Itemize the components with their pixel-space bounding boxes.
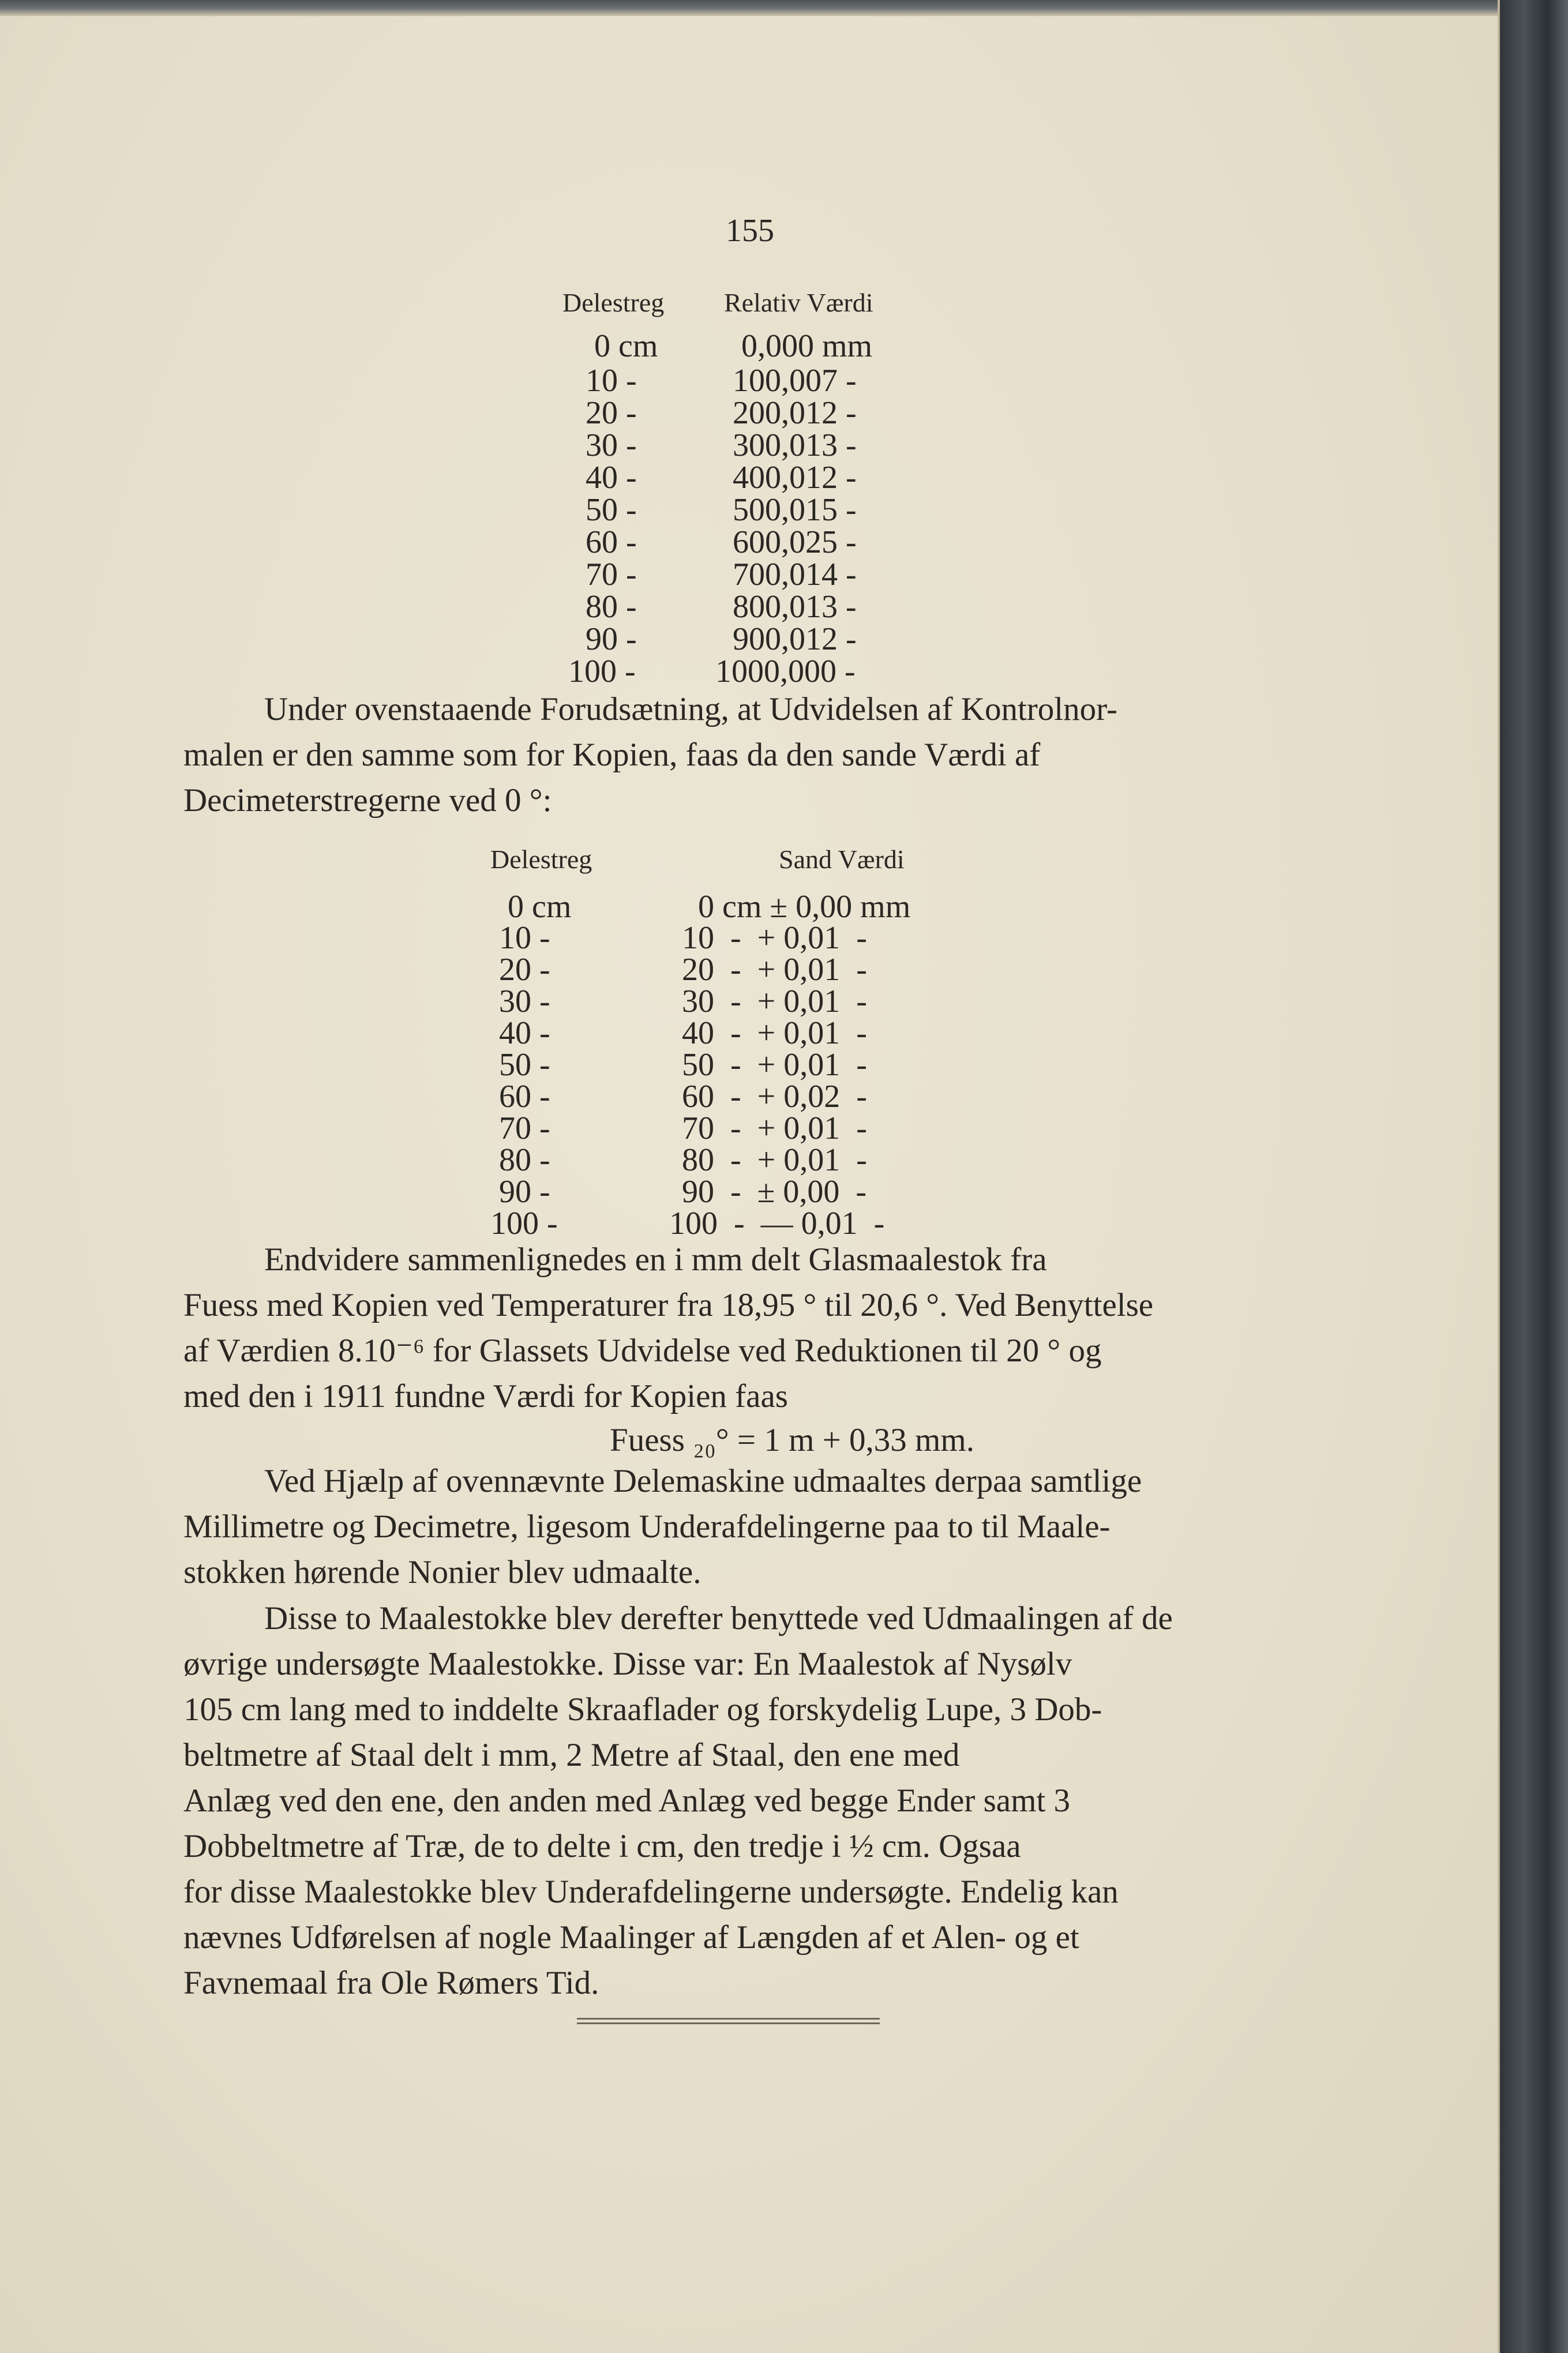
text-line: malen er den samme som for Kopien, faas da den sande Værdi af (183, 737, 1041, 773)
table1-header-relativ-vaerdi: Relativ Værdi (724, 288, 873, 317)
table1-cell: 300,013 - (733, 427, 857, 463)
table2-cell: 60 - (499, 1079, 550, 1114)
table2-cell: 60 - + 0,02 - (682, 1079, 867, 1114)
table2-cell: 80 - + 0,01 - (682, 1142, 867, 1178)
table2-cell: 10 - + 0,01 - (682, 920, 867, 956)
book-cover (1500, 0, 1568, 2353)
table2-cell: 10 - (499, 920, 550, 956)
table1-cell: 90 - (586, 621, 637, 657)
table1-cell: 400,012 - (733, 460, 857, 496)
table2-cell: 50 - + 0,01 - (682, 1047, 867, 1083)
text-line: Ved Hjælp af ovennævnte Delemaskine udmaaltes derpaa samtlige (264, 1463, 1142, 1499)
text-line: stokken hørende Nonier blev udmaalte. (183, 1554, 702, 1590)
table1-cell: 700,014 - (733, 557, 857, 592)
book-top-edge (0, 0, 1500, 16)
table2-cell: 100 - — 0,01 - (669, 1206, 885, 1241)
table2-cell: 70 - (499, 1110, 550, 1146)
table2-cell: 30 - (499, 984, 550, 1019)
table1-cell: 20 - (586, 395, 637, 431)
text-line: Under ovenstaaende Forudsætning, at Udvidelsen af Kontrolnor- (264, 691, 1117, 727)
table1-cell: 600,025 - (733, 524, 857, 560)
table1-cell: 60 - (586, 524, 637, 560)
text-line: nævnes Udførelsen af nogle Maalinger af Længden af et Alen- og et (183, 1919, 1079, 1956)
table2-cell: 80 - (499, 1142, 550, 1178)
table2-cell: 100 - (490, 1206, 558, 1241)
page-number: 155 (726, 213, 774, 249)
table2-cell: 20 - + 0,01 - (682, 952, 867, 988)
text-line: Millimetre og Decimetre, ligesom Underafdelingerne paa to til Maale- (183, 1508, 1111, 1545)
table2-cell: 40 - (499, 1015, 550, 1051)
table1-cell: 50 - (586, 492, 637, 528)
text-line: Endvidere sammenlignedes en i mm delt Glasmaalestok fra (264, 1241, 1047, 1278)
paragraph-forudsaetning (183, 686, 1288, 823)
table2-cell: 50 - (499, 1047, 550, 1083)
formula-fuess: Fuess ₂₀° = 1 m + 0,33 mm. (610, 1422, 974, 1458)
end-rule-bottom (577, 2022, 880, 2024)
table2-cell: 20 - (499, 952, 550, 988)
table2-cell: 90 - (499, 1174, 550, 1210)
text-line: Fuess med Kopien ved Temperaturer fra 18,95 ° til 20,6 °. Ved Benyttelse (183, 1287, 1154, 1323)
text-line: Decimeterstregerne ved 0 °: (183, 782, 552, 819)
paragraph-glasmaalestok (183, 1237, 1288, 1419)
table1-cell: 500,015 - (733, 492, 857, 528)
text-line: Favnemaal fra Ole Rømers Tid. (183, 1965, 599, 2001)
table1-cell: 900,012 - (733, 621, 857, 657)
table1-cell: 70 - (586, 557, 637, 592)
table1-cell: 10 - (586, 363, 637, 399)
table1-cell: 30 - (586, 427, 637, 463)
paragraph-maalestokke (183, 1596, 1288, 2006)
text-line: 105 cm lang med to inddelte Skraaflader og forskydelig Lupe, 3 Dob- (183, 1691, 1102, 1728)
table1-cell: 800,013 - (733, 589, 857, 625)
table2-header-sand-vaerdi: Sand Værdi (779, 845, 905, 874)
table1-cell: 100,007 - (733, 363, 857, 399)
text-line: beltmetre af Staal delt i mm, 2 Metre af Staal, den ene med (183, 1737, 960, 1773)
table1-header-delestreg: Delestreg (562, 288, 665, 317)
table2-cell: 40 - + 0,01 - (682, 1015, 867, 1051)
table1-cell: 1000,000 - (715, 654, 856, 689)
text-line: Anlæg ved den ene, den anden med Anlæg ved begge Ender samt 3 (183, 1782, 1071, 1819)
table2-cell: 70 - + 0,01 - (682, 1110, 867, 1146)
table1-cell: 80 - (586, 589, 637, 625)
text-line: Dobbeltmetre af Træ, de to delte i cm, den tredje i ½ cm. Ogsaa (183, 1828, 1021, 1864)
text-line: Disse to Maalestokke blev derefter benyttede ved Udmaalingen af de (264, 1600, 1173, 1637)
text-line: for disse Maalestokke blev Underafdelingerne undersøgte. Endelig kan (183, 1874, 1119, 1910)
text-line: med den i 1911 fundne Værdi for Kopien faas (183, 1378, 788, 1414)
end-rule-top (577, 2018, 880, 2020)
table2-header-delestreg: Delestreg (490, 845, 592, 874)
text-line: øvrige undersøgte Maalestokke. Disse var: En Maalestok af Nysølv (183, 1646, 1072, 1682)
table1-cell: 200,012 - (733, 395, 857, 431)
table1-cell: 0 cm (594, 328, 658, 364)
table2-cell: 90 - ± 0,00 - (682, 1174, 867, 1210)
table1-cell: 100 - (568, 654, 636, 689)
paragraph-delemaskine (183, 1458, 1288, 1595)
book-page (0, 16, 1498, 2353)
table2-cell: 0 cm ± 0,00 mm (698, 889, 911, 925)
table2-cell: 0 cm (508, 889, 572, 925)
table2-cell: 30 - + 0,01 - (682, 984, 867, 1019)
text-line: af Værdien 8.10⁻⁶ for Glassets Udvidelse ved Reduktionen til 20 ° og (183, 1333, 1102, 1369)
table1-cell: 40 - (586, 460, 637, 496)
table1-cell: 0,000 mm (741, 328, 873, 364)
